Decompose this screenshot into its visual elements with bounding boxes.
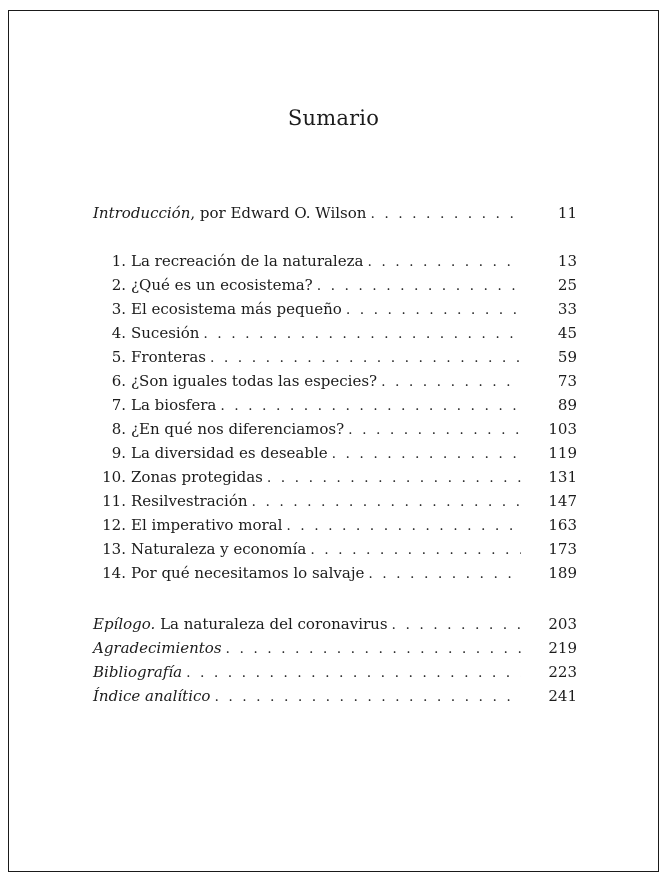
toc-page-number: 163 (548, 516, 577, 534)
toc-entry-label: El imperativo moral (131, 516, 283, 534)
toc-entry-label: Por qué necesitamos lo salvaje (131, 564, 365, 582)
toc-entry-label: Naturaleza y economía (131, 540, 307, 558)
toc-chapter-number: 12. (102, 516, 126, 534)
toc-entry-intro (93, 201, 577, 225)
toc-entry-label (93, 612, 388, 636)
toc-entry-chapter (93, 393, 577, 417)
page-title: Sumario (287, 106, 380, 130)
document-page (8, 10, 659, 872)
toc-chapter-number: 13. (102, 540, 126, 558)
toc-page-number: 119 (548, 444, 577, 462)
leader-dots (210, 346, 521, 370)
leader-dots (317, 274, 521, 298)
toc-chapter-number: 8. (111, 420, 126, 438)
toc-page-number: 131 (548, 468, 577, 486)
toc-entry-label: La recreación de la naturaleza (131, 252, 364, 270)
toc-page-number: 45 (557, 324, 577, 342)
toc-chapter-number: 3. (111, 300, 126, 318)
toc-page-number: 25 (557, 276, 577, 294)
toc-back-matter (93, 612, 577, 708)
leader-dots (252, 490, 521, 514)
leader-dots (186, 661, 521, 685)
leader-dots (348, 418, 521, 442)
toc-page-number: 241 (548, 687, 577, 705)
leader-dots (368, 562, 521, 586)
toc-entry-label: Sucesión (131, 324, 200, 342)
toc-entry-chapter (93, 537, 577, 561)
toc-chapter-number: 10. (102, 468, 126, 486)
toc-entry-label: La biosfera (131, 396, 217, 414)
toc-entry-label: ¿En qué nos diferenciamos? (131, 420, 345, 438)
toc-chapter-number: 9. (111, 444, 126, 462)
leader-dots (381, 370, 521, 394)
toc-page-number: 173 (548, 540, 577, 558)
toc-entry-chapter (93, 489, 577, 513)
toc-entry-label (93, 636, 222, 660)
leader-dots (367, 250, 521, 274)
toc-entry-label (93, 684, 210, 708)
toc-page-number: 59 (557, 348, 577, 366)
toc-page-number: 147 (548, 492, 577, 510)
toc-chapter-number: 4. (111, 324, 126, 342)
toc-chapter-number: 11. (102, 492, 126, 510)
toc-intro (93, 201, 577, 225)
leader-dots (392, 613, 521, 637)
toc-entry-chapter (93, 273, 577, 297)
leader-dots (220, 394, 521, 418)
toc-entry-chapter (93, 297, 577, 321)
toc-page-number: 89 (557, 396, 577, 414)
toc-page-number: 219 (548, 639, 577, 657)
toc-entry-chapter (93, 321, 577, 345)
toc-chapter-number: 5. (111, 348, 126, 366)
leader-dots (267, 466, 521, 490)
leader-dots (346, 298, 521, 322)
toc-entry-label-rest: , por Edward O. Wilson (190, 204, 367, 222)
toc-entry-label-italic: Agradecimientos (93, 639, 222, 657)
toc-entry-label-italic: Bibliografía (93, 663, 183, 681)
toc-entry-label: La diversidad es deseable (131, 444, 328, 462)
toc-page-number: 103 (548, 420, 577, 438)
leader-dots (286, 514, 521, 538)
toc-page-number: 203 (548, 615, 577, 633)
toc-entry-label (93, 660, 182, 684)
toc-page-number: 223 (548, 663, 577, 681)
toc-entry-chapter (93, 249, 577, 273)
toc-page-number: 73 (557, 372, 577, 390)
leader-dots (203, 322, 521, 346)
toc-entry-label: Zonas protegidas (131, 468, 263, 486)
toc-chapter-number: 6. (111, 372, 126, 390)
toc-chapter-number: 2. (111, 276, 126, 294)
leader-dots (332, 442, 521, 466)
toc-entry-label: ¿Qué es un ecosistema? (131, 276, 313, 294)
toc-entry-back (93, 636, 577, 660)
toc-entry-back (93, 612, 577, 636)
toc-entry-chapter (93, 561, 577, 585)
toc-page-number: 189 (548, 564, 577, 582)
toc-chapter-number: 14. (102, 564, 126, 582)
toc-page-number: 11 (557, 204, 577, 222)
leader-dots (370, 202, 521, 226)
toc-chapter-number: 7. (111, 396, 126, 414)
leader-dots (310, 538, 521, 562)
toc-entry-back (93, 660, 577, 684)
toc-entry-chapter (93, 369, 577, 393)
toc-entry-chapter (93, 417, 577, 441)
toc-entry-back (93, 684, 577, 708)
toc-entry-chapter (93, 441, 577, 465)
toc-chapters (93, 249, 577, 585)
toc-chapter-number: 1. (111, 252, 126, 270)
toc-entry-label: Fronteras (131, 348, 206, 366)
toc-entry-label-rest: La naturaleza del coronavirus (155, 615, 388, 633)
toc-entry-label: ¿Son iguales todas las especies? (131, 372, 378, 390)
toc-page-number: 33 (557, 300, 577, 318)
toc-entry-label-italic: Índice analítico (93, 687, 211, 705)
toc-entry-label: El ecosistema más pequeño (131, 300, 342, 318)
toc-entry-chapter (93, 465, 577, 489)
toc-entry-label: Resilvestración (131, 492, 248, 510)
leader-dots (226, 637, 521, 661)
toc-entry-label (93, 201, 366, 225)
toc-entry-label-italic: Introducción (93, 204, 191, 222)
toc-entry-chapter (93, 345, 577, 369)
toc-entry-label-italic: Epílogo. (93, 615, 156, 633)
toc-page-number: 13 (557, 252, 577, 270)
leader-dots (214, 685, 521, 709)
toc-entry-chapter (93, 513, 577, 537)
